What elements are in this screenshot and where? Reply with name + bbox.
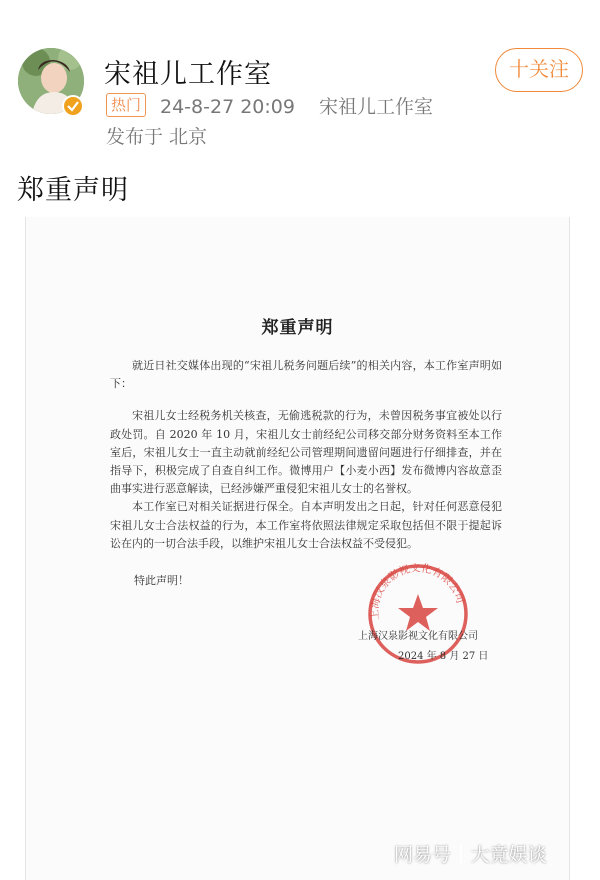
company-name: 上海汉泉影视文化有限公司 — [358, 631, 478, 642]
statement-paragraph: 就近日社交媒体出现的“宋祖儿税务问题后续”的相关内容，本工作室声明如下： — [110, 359, 502, 391]
statement-title: 郑重声明 — [261, 318, 334, 338]
statement-image[interactable] — [25, 217, 570, 880]
account-name[interactable]: 宋祖儿工作室 — [104, 59, 272, 90]
watermark-brand: 网易号 — [394, 844, 452, 866]
statement-paragraph: 宋祖儿女士经税务机关核查，无偷逃税款的行为，未曾因税务事宜被处以行政处罚。自 2020 年 10 月，宋祖儿女士前经纪公司移交部分财务资料至本工作室后，宋祖儿女士一直主动就前经纪公司管理期间遗留问题进行仔细排查，并在指导下，积极完成了自查自纠工作。微博用户【小麦小西】发布微博内容故意歪曲事实进行恶意解读，已经涉嫌严重侵犯宋祖儿女士的名誉权。 — [110, 409, 502, 496]
watermark — [394, 840, 547, 867]
statement-date: 2024 年 8 月 27 日 — [398, 651, 489, 662]
statement-body — [110, 357, 502, 553]
post-source[interactable]: 宋祖儿工作室 — [319, 96, 434, 118]
svg-text:上海汉泉影视文化有限公司: 上海汉泉影视文化有限公司 — [368, 562, 467, 621]
post-meta — [160, 92, 451, 119]
post-date: 24-8-27 20:09 — [160, 96, 295, 118]
post-title: 郑重声明 — [17, 175, 129, 206]
verified-badge-icon — [62, 95, 84, 117]
post-location: 发布于 北京 — [106, 126, 208, 148]
watermark-divider — [460, 845, 462, 863]
post-header — [0, 0, 600, 160]
hot-badge: 热门 — [106, 93, 146, 117]
statement-paragraph: 本工作室已对相关证据进行保全。自本声明发出之日起，针对任何恶意侵犯宋祖儿女士合法权益的行为，本工作室将依照法律规定采取包括但不限于提起诉讼在内的一切合法手段，以维护宋祖儿女士合法权益不受侵犯。 — [110, 500, 502, 550]
follow-button[interactable]: 十关注 — [495, 48, 583, 92]
watermark-author: 大竟娱谈 — [470, 844, 547, 866]
statement-closing: 特此声明！ — [134, 574, 189, 587]
